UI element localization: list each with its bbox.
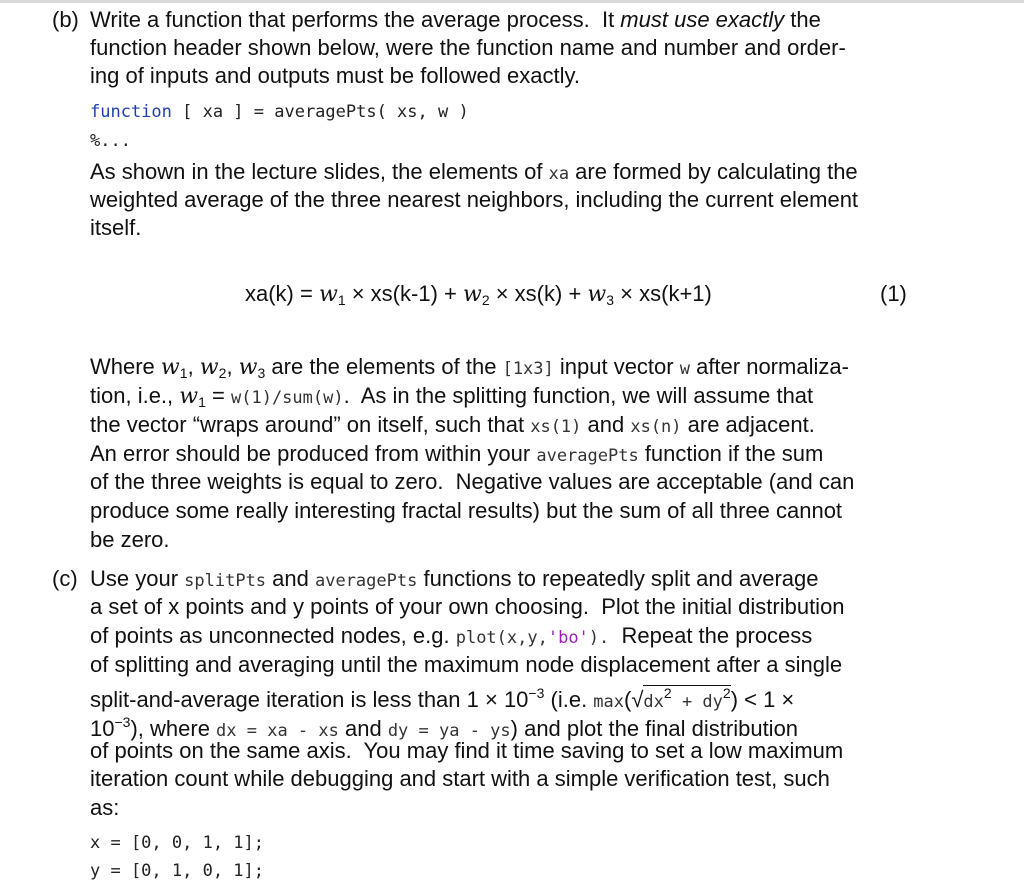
part-b-intro-line-1: Write a function that performs the average process. It must use exactly the xyxy=(90,7,821,32)
where-line-6: produce some really interesting fractal results) but the sum of all three cannot xyxy=(90,498,843,523)
part-b-intro-line-3: ing of inputs and outputs must be followed exactly. xyxy=(90,63,580,88)
part-c-line-2: a set of x points and y points of your own choosing. Plot the initial distribution xyxy=(90,594,845,619)
desc-line-3: itself. xyxy=(90,215,142,240)
code-x-vector: x = [0, 0, 1, 1]; xyxy=(90,833,264,853)
part-b-label: (b) xyxy=(52,7,79,32)
equation-1: $xa(k) = w_1 \times xs(k-1) + w_2 \times xs(k) + w_3 \times xs(k+1)$ xyxy=(245,281,712,308)
top-divider xyxy=(0,0,1024,3)
where-line-3: the vector “wraps around” on itself, such that xs(1) and xs(n) are adjacent. xyxy=(90,412,815,437)
part-c-line-5: split-and-average iteration is less than $1 \times 10^{-3}$ (i.e. $\max(√dx^2 + dy^2) < 1$ × xyxy=(90,685,795,712)
where-line-7: be zero. xyxy=(90,527,170,552)
part-c-line-8: iteration count while debugging and start with a simple verification test, such xyxy=(90,766,830,791)
where-line-4: An error should be produced from within your averagePts function if the sum xyxy=(90,441,824,466)
desc-line-1: As shown in the lecture slides, the elements of xa are formed by calculating the xyxy=(90,159,858,184)
part-c-line-4: of splitting and averaging until the maximum node displacement after a single xyxy=(90,652,843,677)
part-c-line-6: $10^{-3}$), where dx = xa - xs and dy = ya - ys) and plot the final distribution xyxy=(90,714,799,741)
part-c-line-7: of points on the same axis. You may find it time saving to set a low maximum xyxy=(90,738,844,763)
part-c-line-1: Use your splitPts and averagePts functions to repeatedly split and average xyxy=(90,566,819,591)
part-c-label: (c) xyxy=(52,566,78,591)
where-line-2: tion, i.e., $w_1 = w(1)/sum(w)$. As in the splitting function, we will assume that xyxy=(90,383,814,410)
desc-line-2: weighted average of the three nearest neighbors, including the current element xyxy=(90,187,859,212)
function-header-code: function [ xa ] = averagePts( xs, w ) xyxy=(90,102,469,122)
part-c-line-9: as: xyxy=(90,795,120,820)
code-comment: %... xyxy=(90,131,131,151)
part-c-line-3: of points as unconnected nodes, e.g. plot(x,y,'bo'). Repeat the process xyxy=(90,623,813,648)
equation-number: (1) xyxy=(880,281,907,306)
where-line-1: Where $w_1$, $w_2$, $w_3$ are the elements of the [1x3] input vector w after normaliza- xyxy=(90,354,849,381)
part-b-intro-line-2: function header shown below, were the function name and number and order- xyxy=(90,35,846,60)
code-y-vector: y = [0, 1, 0, 1]; xyxy=(90,861,264,881)
where-line-5: of the three weights is equal to zero. Negative values are acceptable (and can xyxy=(90,469,855,494)
